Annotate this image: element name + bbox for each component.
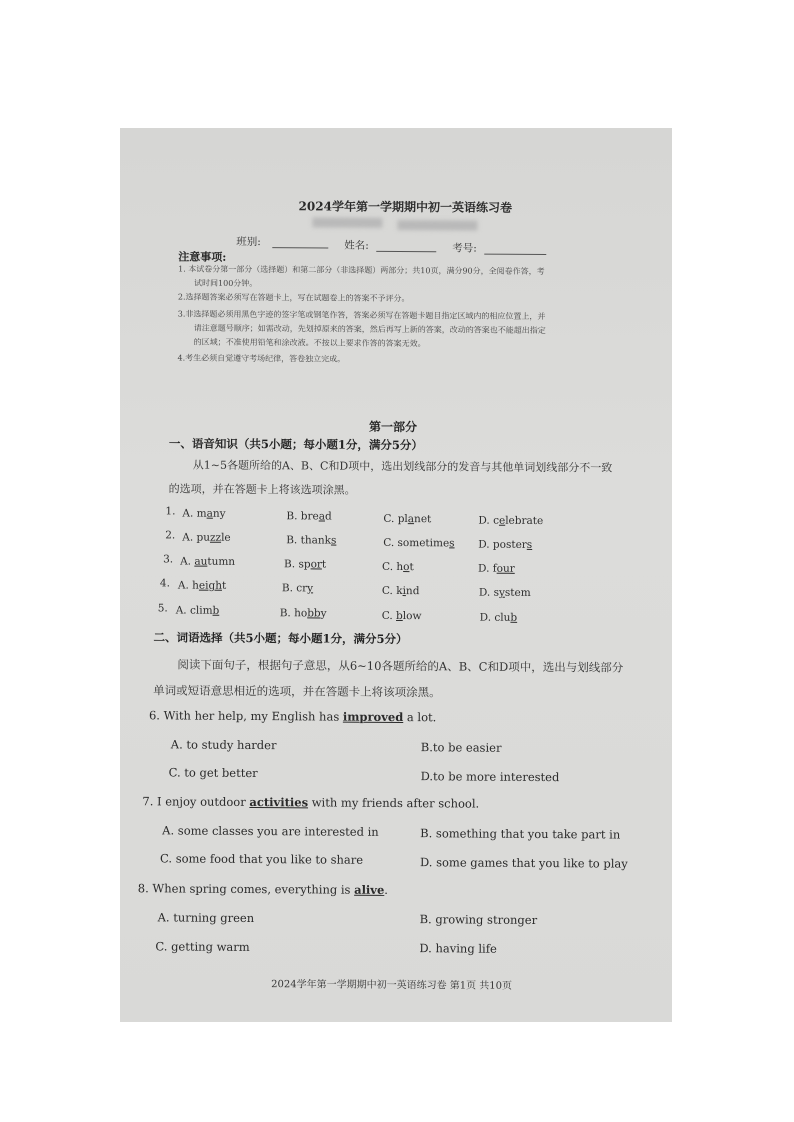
question-stem: 6. With her help, my English has improved a lot. (148, 708, 437, 725)
section-instruction: 阅读下面句子，根据句子意思，从6~10各题所给的A、B、C和D项中，选出与划线部分 (177, 657, 624, 675)
question-number: 4. (159, 577, 171, 590)
option-c[interactable]: C. blow (381, 609, 422, 623)
option-b[interactable]: B. sport (284, 558, 327, 571)
option-c[interactable]: C. hot (382, 560, 414, 574)
notice-line: 的区域；不准使用铅笔和涂改液。不按以上要求作答的答案无效。 (193, 337, 426, 349)
option-b[interactable]: B. something that you take part in (420, 826, 621, 842)
option-d[interactable]: D. having life (419, 941, 497, 956)
option-b[interactable]: B.to be easier (420, 740, 502, 755)
exam-title: 2024学年第一学期期中初一英语练习卷 (298, 199, 513, 215)
question-number: 3. (163, 553, 174, 566)
option-b[interactable]: B. growing stronger (419, 912, 538, 927)
section-title: 一、语音知识（共5小题；每小题1分，满分5分） (168, 436, 423, 453)
question-number: 2. (165, 529, 176, 542)
option-c[interactable]: C. kind (381, 584, 420, 598)
question-number: 5. (157, 602, 168, 615)
page-footer: 2024学年第一学期期中初一英语练习卷 第1页 共10页 (271, 979, 513, 992)
option-d[interactable]: D.to be more interested (420, 769, 560, 785)
option-a[interactable]: A. climb (175, 604, 220, 617)
notice-line: 1. 本试卷分第一部分（选择题）和第二部分（非选择题）两部分；共10页，满分90分，全阅卷作答，考 (178, 264, 545, 277)
option-d[interactable]: D. some games that you like to play (419, 855, 628, 871)
question-stem: 8. When spring comes, everything is alive. (137, 881, 389, 897)
section-instruction: 单词或短语意思相近的选项，并在答题卡上将该项涂黑。 (153, 683, 441, 700)
notice-title: 注意事项: (178, 250, 227, 264)
option-d[interactable]: D. posters (478, 538, 533, 551)
exam-paper (120, 128, 672, 1022)
question-stem: 7. I enjoy outdoor activities with my friends after school. (142, 794, 480, 811)
option-a[interactable]: A. some classes you are interested in (162, 823, 379, 839)
option-a[interactable]: A. height (177, 579, 227, 592)
redacted-school-name (312, 217, 382, 227)
option-a[interactable]: A. puzzle (182, 531, 231, 544)
notice-line: 3.非选择题必须用黑色字迹的签字笔或钢笔作答，答案必须写在答题卡题目指定区域内的相应位置上，并 (177, 309, 546, 322)
option-a[interactable]: A. autumn (180, 555, 236, 568)
option-b[interactable]: B. hobby (279, 607, 327, 620)
notice-line: 请注意题号顺序；如需改动，先划掉原来的答案，然后再写上新的答案，改动的答案也不能超出指定 (193, 323, 546, 336)
option-b[interactable]: B. thanks (286, 534, 337, 547)
option-c[interactable]: C. getting warm (155, 939, 250, 954)
option-b[interactable]: B. cry (281, 582, 314, 595)
option-d[interactable]: D. system (478, 586, 531, 599)
option-b[interactable]: B. bread (286, 510, 332, 523)
option-d[interactable]: D. celebrate (478, 514, 544, 528)
class-field[interactable] (272, 247, 328, 248)
section-instruction: 从1~5各题所给的A、B、C和D项中，选出划线部分的发音与其他单词划线部分不一致 (192, 458, 613, 475)
option-a[interactable]: A. to study harder (170, 737, 277, 753)
option-c[interactable]: C. planet (383, 512, 432, 526)
option-a[interactable]: A. turning green (157, 910, 255, 926)
part-title: 第一部分 (368, 419, 418, 435)
option-c[interactable]: C. some food that you like to share (159, 851, 364, 867)
section-title: 二、词语选择（共5小题；每小题1分，满分5分） (153, 630, 408, 647)
exam-photo (120, 128, 672, 1022)
section-instruction: 的选项，并在答题卡上将该选项涂黑。 (168, 482, 356, 497)
number-label: 考号: (452, 242, 477, 255)
question-number: 1. (165, 505, 176, 518)
notice-line: 4.考生必须自觉遵守考场纪律，答卷独立完成。 (177, 353, 346, 364)
number-field[interactable] (484, 254, 546, 255)
option-c[interactable]: C. to get better (168, 765, 258, 781)
name-label: 姓名: (344, 239, 369, 252)
notice-line: 2.选择题答案必须写在答题卡上，写在试题卷上的答案不予评分。 (177, 292, 410, 304)
option-a[interactable]: A. many (182, 507, 226, 520)
name-field[interactable] (376, 251, 436, 252)
option-d[interactable]: D. club (479, 611, 518, 624)
option-d[interactable]: D. four (478, 562, 515, 575)
class-label: 班别: (236, 235, 261, 249)
notice-line: 试时间100分钟。 (194, 278, 258, 289)
option-c[interactable]: C. sometimes (383, 536, 455, 550)
redacted-school-info (397, 220, 477, 231)
